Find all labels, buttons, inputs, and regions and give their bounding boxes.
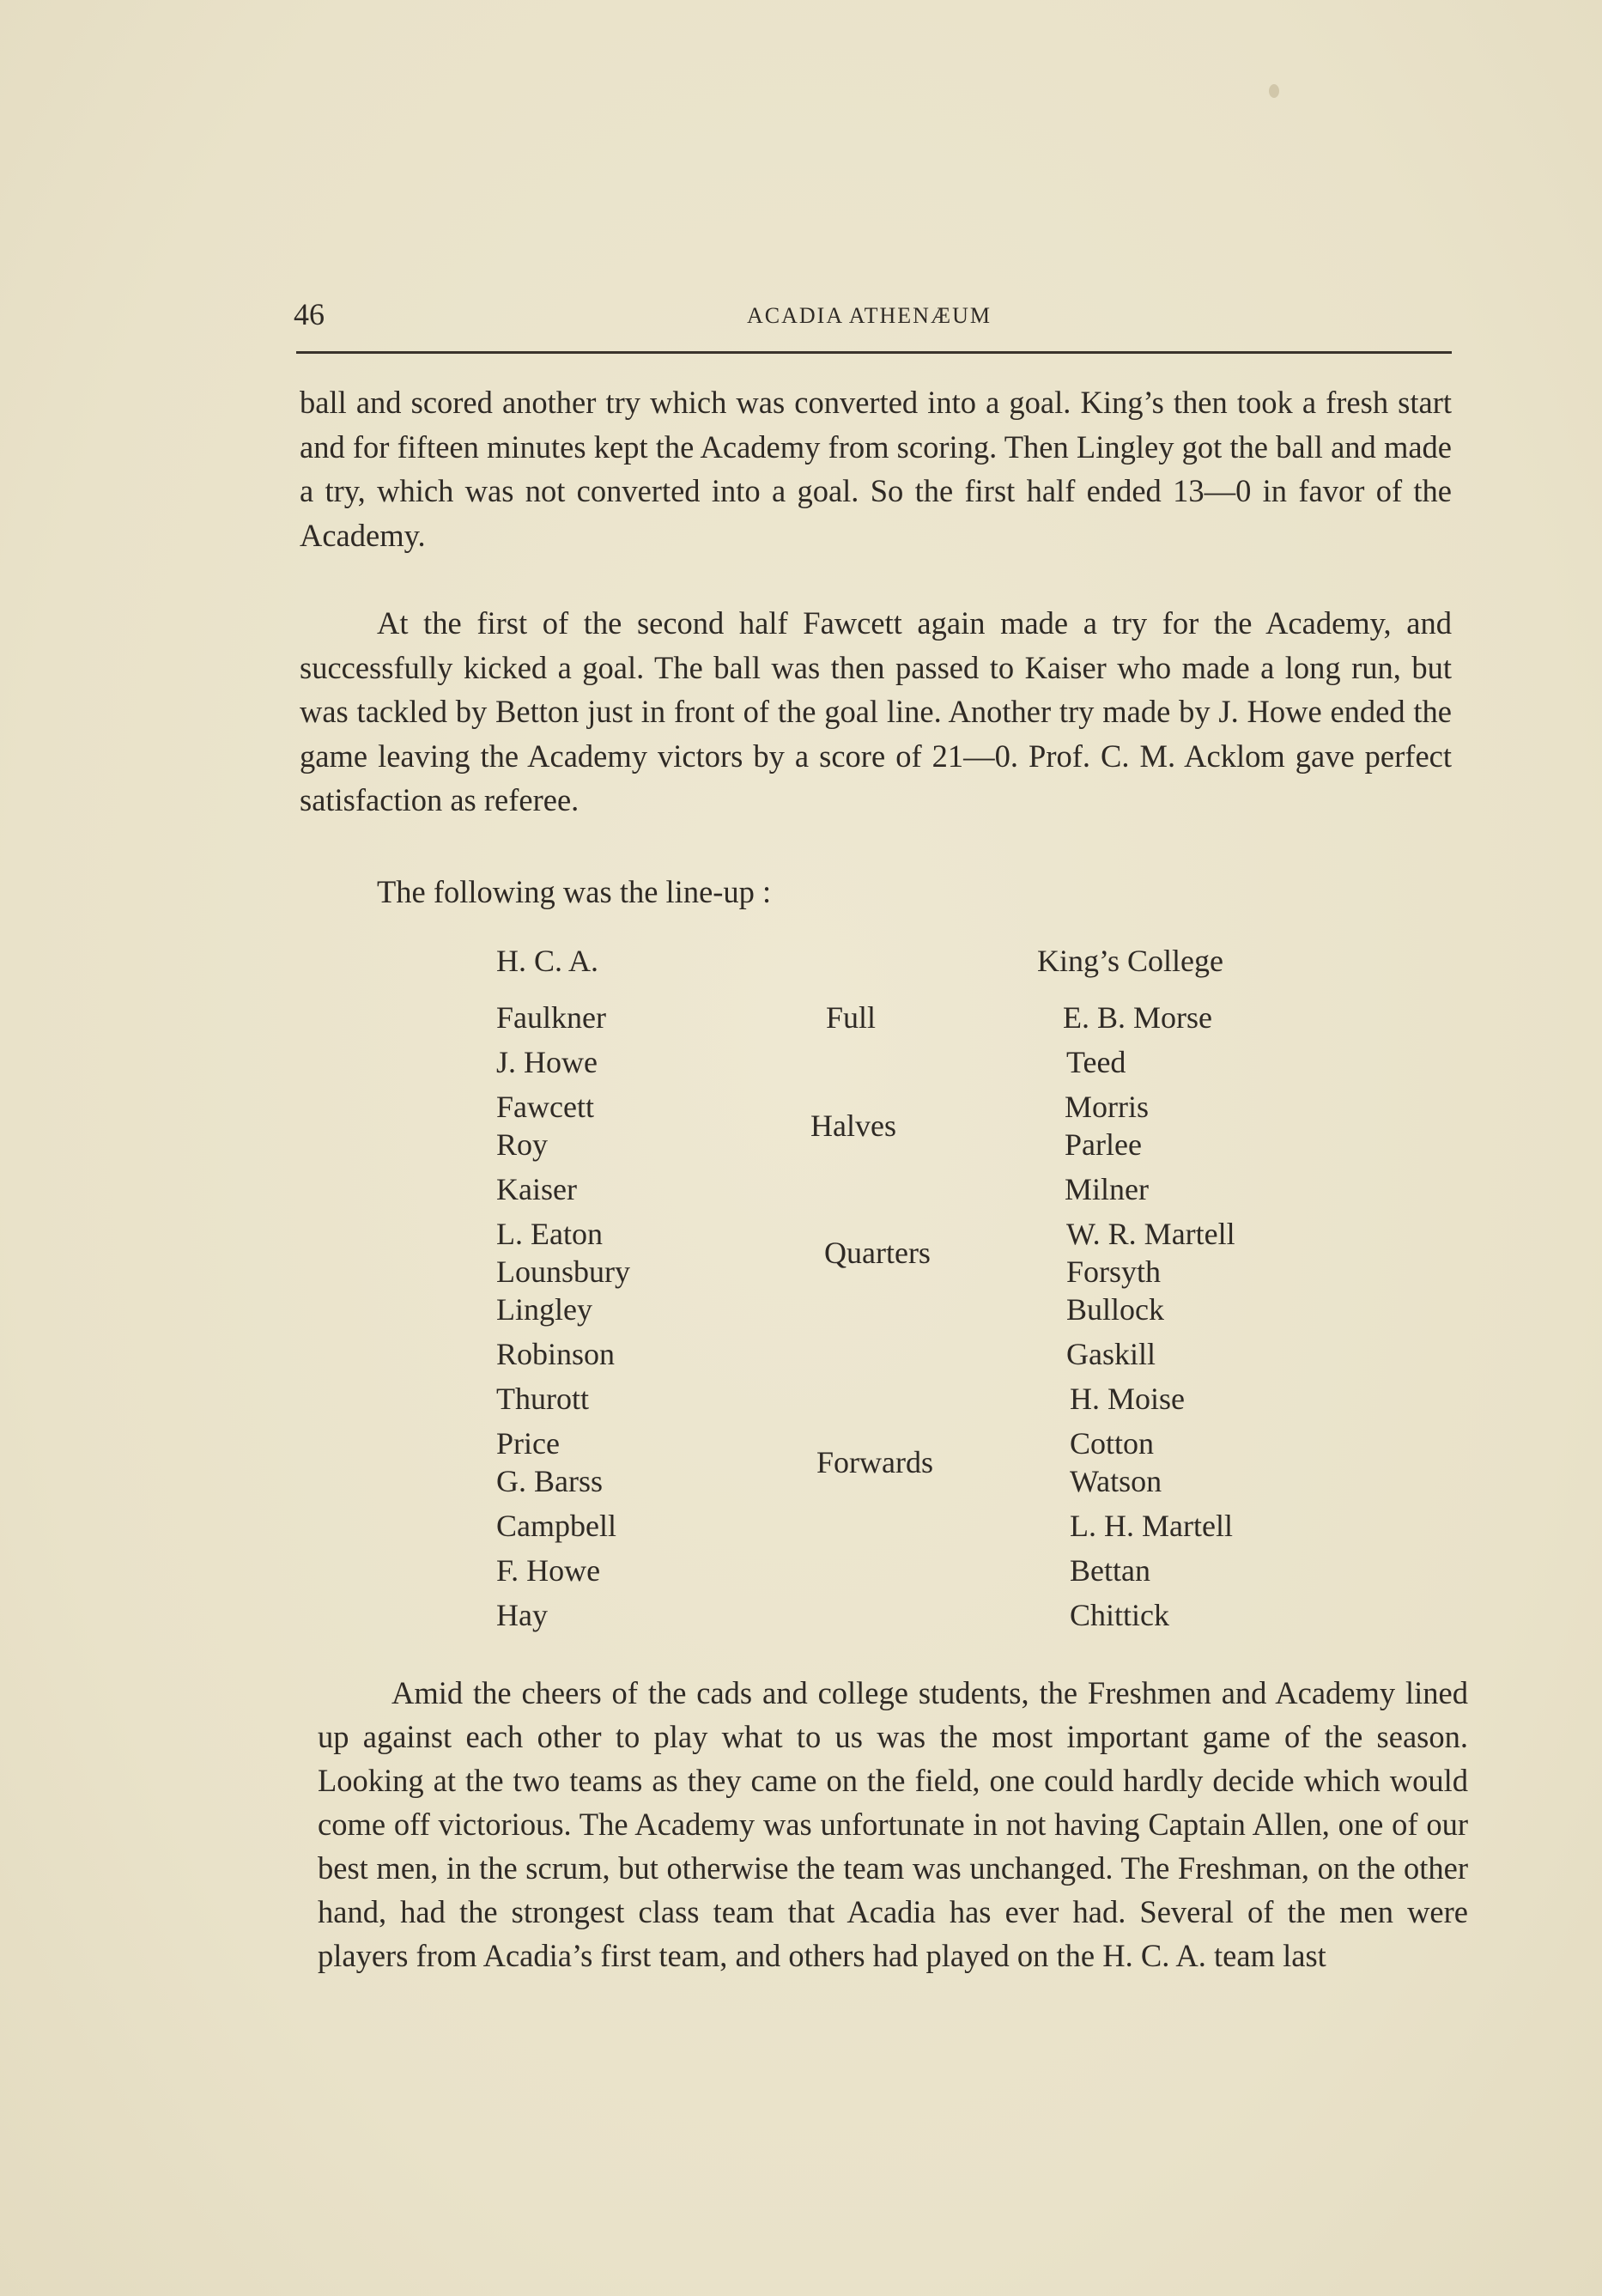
right-player: Chittick	[1070, 1598, 1169, 1632]
lineup-header-left: H. C. A.	[496, 944, 599, 978]
left-player: Fawcett	[496, 1090, 594, 1124]
paragraph-3: The following was the line-up :	[377, 874, 772, 909]
right-player: Morris	[1065, 1090, 1149, 1124]
lineup-header-right: King’s College	[1037, 944, 1223, 978]
right-player: W. R. Martell	[1066, 1217, 1235, 1251]
right-player: Gaskill	[1066, 1337, 1156, 1371]
right-player: Forsyth	[1066, 1254, 1162, 1289]
right-player: Milner	[1065, 1172, 1149, 1206]
paper-spot	[1269, 84, 1279, 98]
right-player: Cotton	[1070, 1426, 1155, 1461]
position-label: Full	[826, 1000, 877, 1035]
left-player: Price	[496, 1426, 560, 1461]
right-player: E. B. Morse	[1063, 1000, 1212, 1035]
position-label: Forwards	[816, 1445, 933, 1479]
right-player: Bullock	[1066, 1292, 1164, 1327]
right-player: Parlee	[1065, 1127, 1142, 1162]
right-player: H. Moise	[1070, 1382, 1185, 1416]
left-player: Thurott	[496, 1382, 589, 1416]
paragraph-2: At the first of the second half Fawcett again made a try for the Academy, and successfully kicked a goal. The ball was then passed to Kaiser who made a long run, but was tackled by Betton just in front of the goal line. Another try made by J. Howe ended the game leaving the Academy victors by a score of 21—0. Prof. C. M. Acklom gave perfect satisfaction as referee.	[300, 605, 1452, 817]
paragraph-4: Amid the cheers of the cads and college students, the Freshmen and Academy lined up against each other to play what to us was the most important game of the season. Looking at the two teams as they came on the field, one could hardly decide which would come off victorious. The Academy was unfortunate in not having Captain Allen, one of our best men, in the scrum, but otherwise the team was unchanged. The Freshman, on the other hand, had the strongest class team that Acadia has ever had. Several of the men were players from Acadia’s first team, and others had played on the H. C. A. team last	[318, 1675, 1468, 1973]
right-player: Bettan	[1070, 1553, 1150, 1588]
right-player: Teed	[1066, 1045, 1126, 1079]
left-player: G. Barss	[496, 1464, 603, 1498]
left-player: F. Howe	[496, 1553, 601, 1588]
left-player: Lingley	[496, 1292, 592, 1327]
left-player: Roy	[496, 1127, 549, 1162]
header-rule	[296, 351, 1452, 354]
left-player: Campbell	[496, 1509, 616, 1543]
page-header	[294, 296, 1453, 341]
left-player: Kaiser	[496, 1172, 577, 1206]
paragraph-1: ball and scored another try which was converted into a goal. King’s then took a fresh start and for fifteen minutes kept the Academy from scoring. Then Lingley got the ball and made a try, which was not converted into a goal. So the first half ended 13—0 in favor of the Academy.	[300, 385, 1452, 553]
left-player: J. Howe	[496, 1045, 598, 1079]
left-player: Robinson	[496, 1337, 616, 1371]
left-player: L. Eaton	[496, 1217, 603, 1251]
right-player: L. H. Martell	[1070, 1509, 1233, 1543]
position-label: Halves	[810, 1109, 896, 1143]
left-player: Faulkner	[496, 1000, 606, 1035]
running-head: ACADIA ATHENÆUM	[747, 303, 992, 328]
left-player: Hay	[496, 1598, 548, 1632]
right-player: Watson	[1070, 1464, 1162, 1498]
position-label: Quarters	[824, 1236, 931, 1270]
page-number: 46	[294, 297, 325, 331]
left-player: Lounsbury	[496, 1254, 630, 1289]
